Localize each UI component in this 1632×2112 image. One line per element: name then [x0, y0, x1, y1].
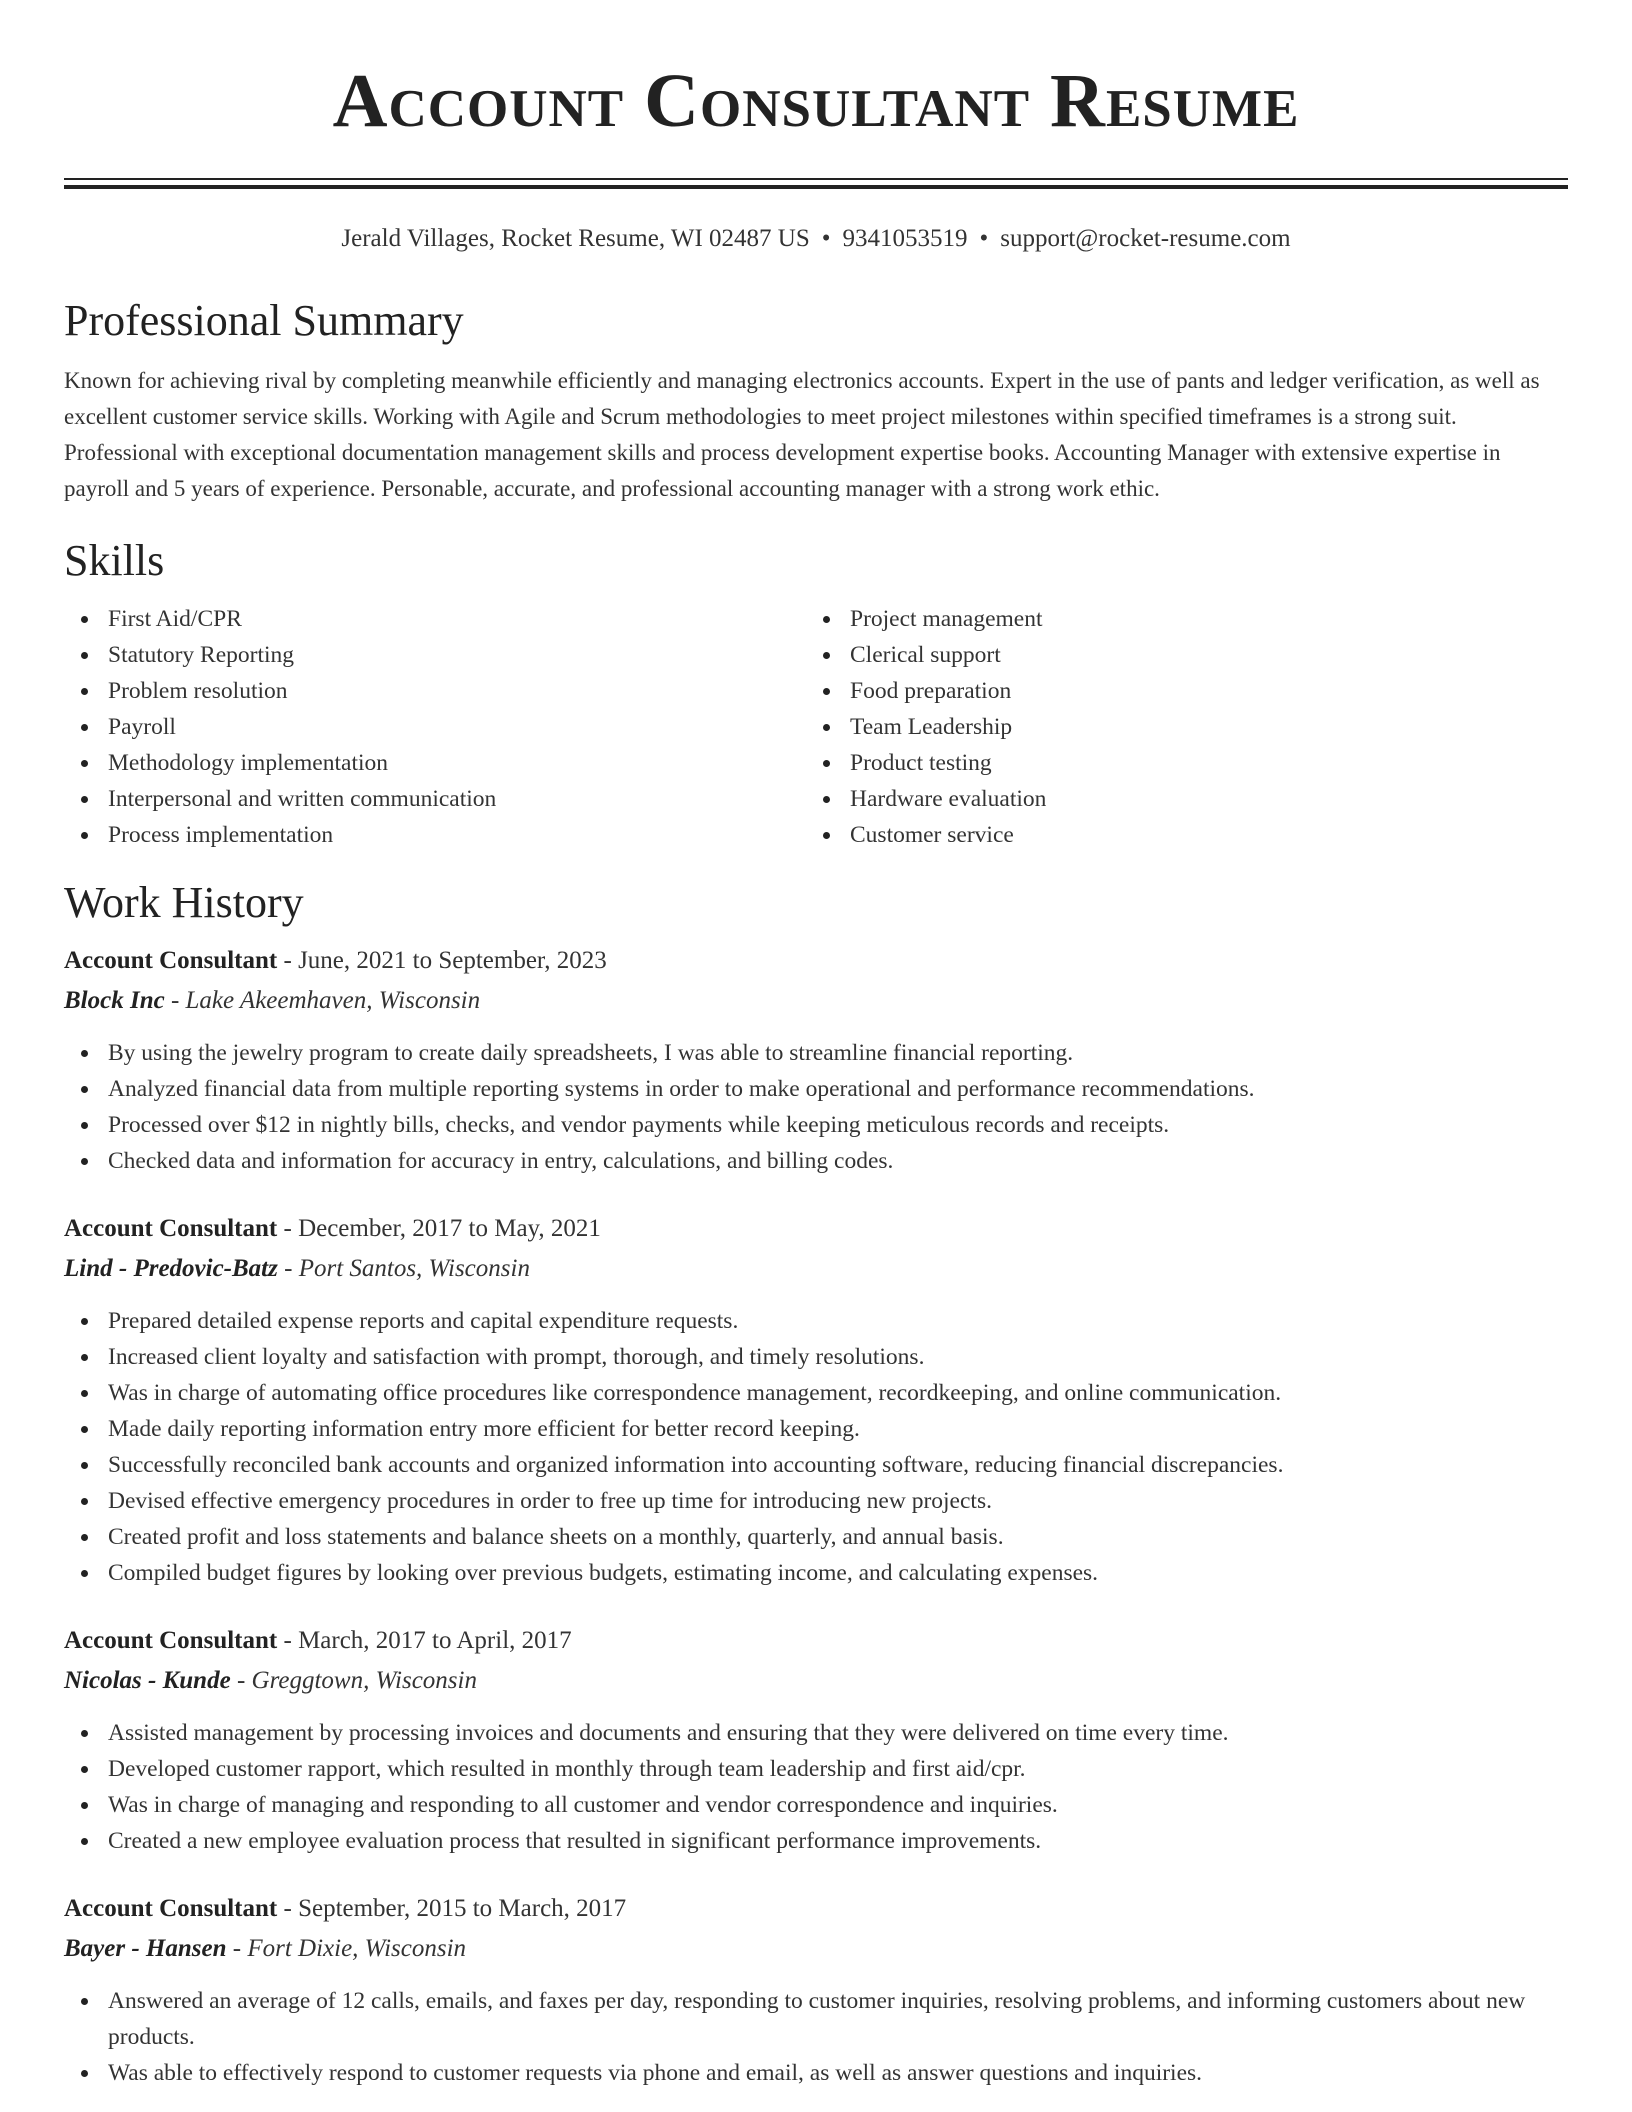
job-bullet-item: Processed over $12 in nightly bills, checks, and vendor payments while keeping meticulous records and receipts.: [64, 1107, 1568, 1143]
job-title-line: [64, 1891, 1568, 1927]
skills-list: [64, 601, 1568, 853]
job-bullet-item: Assisted management by processing invoices and documents and ensuring that they were delivered on time every time.: [64, 1715, 1568, 1751]
skill-item: First Aid/CPR: [64, 601, 806, 637]
contact-separator: •: [979, 225, 989, 252]
job-role: Account Consultant: [64, 1895, 278, 1922]
job-bullet-item: Created profit and loss statements and balance sheets on a monthly, quarterly, and annual basis.: [64, 1519, 1568, 1555]
skill-item: Project management: [806, 601, 1548, 637]
work-history-heading: Work History: [64, 878, 304, 927]
summary-text: Known for achieving rival by completing meanwhile efficiently and managing electronics accounts. Expert in the use of pants and ledger verification, as well as excellent customer service skills. Working with Agile and Scrum methodologies to meet project milestones within specified timeframes is a strong suit. Professional with exceptional documentation management skills and process development expertise books. Accounting Manager with extensive expertise in payroll and 5 years of experience. Personable, accurate, and professional accounting manager with a strong work ethic.: [64, 368, 1540, 501]
skill-item: Hardware evaluation: [806, 781, 1548, 817]
job-bullet-item: Devised effective emergency procedures in order to free up time for introducing new projects.: [64, 1483, 1568, 1519]
job-dash: -: [226, 1935, 248, 1962]
job-bullets: [64, 1303, 1568, 1591]
job-company-line: [64, 1663, 1568, 1699]
job-bullet-item: Was in charge of managing and responding to all customer and vendor correspondence and inquiries.: [64, 1787, 1568, 1823]
job-role: Account Consultant: [64, 1215, 278, 1242]
job-role: Account Consultant: [64, 1627, 278, 1654]
page-title: Account Consultant Resume: [332, 59, 1300, 143]
contact-separator: •: [821, 225, 831, 252]
job-entry: [64, 1623, 1568, 1859]
job-bullet-item: Prepared detailed expense reports and capital expenditure requests.: [64, 1303, 1568, 1339]
job-company: Lind - Predovic-Batz: [64, 1255, 278, 1282]
job-company-line: [64, 1931, 1568, 1967]
job-dates: June, 2021 to September, 2023: [298, 947, 607, 974]
job-bullet-item: Successfully reconciled bank accounts and organized information into accounting software, reducing financial discrepancies.: [64, 1447, 1568, 1483]
job-bullets: [64, 1983, 1568, 2091]
skill-item: Methodology implementation: [64, 745, 806, 781]
contact-address: Jerald Villages, Rocket Resume, WI 02487 US: [341, 225, 810, 252]
job-entry: [64, 1891, 1568, 2091]
job-role: Account Consultant: [64, 947, 278, 974]
job-dash: -: [164, 987, 186, 1014]
skill-item: Food preparation: [806, 673, 1548, 709]
job-company: Nicolas - Kunde: [64, 1667, 231, 1694]
job-dash: -: [277, 1627, 299, 1654]
job-entry: [64, 943, 1568, 1179]
summary-heading: Professional Summary: [64, 296, 464, 345]
job-title-line: [64, 1623, 1568, 1659]
title-divider: [64, 178, 1568, 189]
job-dash: -: [277, 1215, 299, 1242]
job-company-line: [64, 983, 1568, 1019]
job-bullet-item: Made daily reporting information entry more efficient for better record keeping.: [64, 1411, 1568, 1447]
job-dash: -: [230, 1667, 252, 1694]
job-bullets: [64, 1715, 1568, 1859]
contact-email: support@rocket-resume.com: [1000, 225, 1291, 252]
skill-item: Statutory Reporting: [64, 637, 806, 673]
skill-item: Payroll: [64, 709, 806, 745]
job-bullet-item: Was in charge of automating office procedures like correspondence management, recordkeeping, and online communication.: [64, 1375, 1568, 1411]
job-bullet-item: Answered an average of 12 calls, emails, and faxes per day, responding to customer inquiries, resolving problems, and informing customers about new products.: [64, 1983, 1568, 2055]
job-entry: [64, 1211, 1568, 1591]
job-bullet-item: Increased client loyalty and satisfaction with prompt, thorough, and timely resolutions.: [64, 1339, 1568, 1375]
job-bullet-item: Developed customer rapport, which resulted in monthly through team leadership and first aid/cpr.: [64, 1751, 1568, 1787]
skills-heading: Skills: [64, 536, 165, 585]
job-bullet-item: Checked data and information for accuracy in entry, calculations, and billing codes.: [64, 1143, 1568, 1179]
job-dash: -: [277, 947, 299, 974]
job-location: Lake Akeemhaven, Wisconsin: [185, 987, 481, 1014]
skill-item: Customer service: [806, 817, 1548, 853]
job-bullet-item: By using the jewelry program to create daily spreadsheets, I was able to streamline financial reporting.: [64, 1035, 1568, 1071]
job-title-line: [64, 1211, 1568, 1247]
job-bullet-item: Analyzed financial data from multiple reporting systems in order to make operational and performance recommendations.: [64, 1071, 1568, 1107]
job-company-line: [64, 1251, 1568, 1287]
job-dates: March, 2017 to April, 2017: [298, 1627, 572, 1654]
skill-item: Product testing: [806, 745, 1548, 781]
job-title-line: [64, 943, 1568, 979]
job-bullet-item: Created a new employee evaluation process that resulted in significant performance improvements.: [64, 1823, 1568, 1859]
job-company: Block Inc: [64, 987, 165, 1014]
skill-item: Clerical support: [806, 637, 1548, 673]
skill-item: Interpersonal and written communication: [64, 781, 806, 817]
skill-item: Problem resolution: [64, 673, 806, 709]
job-dash: -: [277, 1255, 299, 1282]
contact-phone: 9341053519: [842, 225, 968, 252]
skills-column-left: [64, 601, 806, 853]
skill-item: Team Leadership: [806, 709, 1548, 745]
work-history-list: [64, 943, 1568, 2091]
job-dates: September, 2015 to March, 2017: [298, 1895, 627, 1922]
job-bullet-item: Compiled budget figures by looking over previous budgets, estimating income, and calculating expenses.: [64, 1555, 1568, 1591]
skill-item: Process implementation: [64, 817, 806, 853]
job-bullets: [64, 1035, 1568, 1179]
job-location: Greggtown, Wisconsin: [251, 1667, 477, 1694]
job-bullet-item: Was able to effectively respond to customer requests via phone and email, as well as answer questions and inquiries.: [64, 2055, 1568, 2091]
job-location: Port Santos, Wisconsin: [298, 1255, 530, 1282]
job-location: Fort Dixie, Wisconsin: [247, 1935, 467, 1962]
contact-line: [64, 223, 1568, 255]
job-dash: -: [277, 1895, 299, 1922]
job-company: Bayer - Hansen: [64, 1935, 227, 1962]
skills-column-right: [806, 601, 1548, 853]
job-dates: December, 2017 to May, 2021: [298, 1215, 601, 1242]
